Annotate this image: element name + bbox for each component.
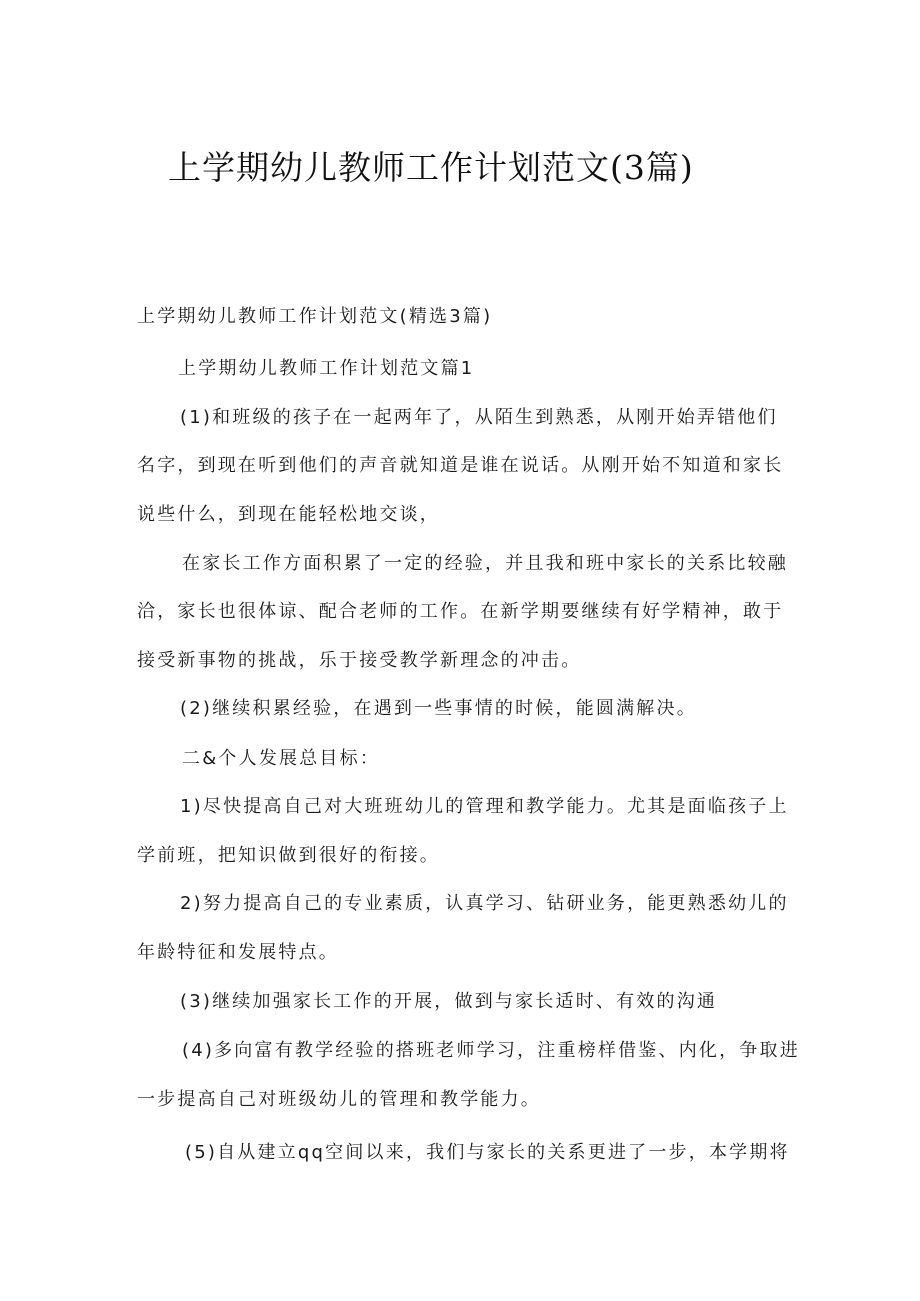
paragraph-line: 学前班，把知识做到很好的衔接。 — [137, 845, 440, 866]
paragraph-line: 一步提高自己对班级幼儿的管理和教学能力。 — [137, 1089, 541, 1110]
document-title: 上学期幼儿教师工作计划范文(3篇) — [168, 148, 694, 187]
paragraph-line: 名字，到现在听到他们的声音就知道是谁在说话。从刚开始不知道和家长 — [137, 455, 784, 476]
document-subtitle: 上学期幼儿教师工作计划范文(精选3篇) — [137, 306, 493, 327]
paragraph-line: 二&个人发展总目标： — [182, 748, 381, 769]
paragraph-line: 说些什么，到现在能轻松地交谈， — [137, 504, 440, 525]
paragraph-line: 洽，家长也很体谅、配合老师的工作。在新学期要继续有好学精神，敢于 — [137, 601, 784, 622]
paragraph-line: (5)自从建立qq空间以来，我们与家长的关系更进了一步，本学期将 — [185, 1142, 790, 1163]
paragraph-line: 2)努力提高自己的专业素质，认真学习、钻研业务，能更熟悉幼儿的 — [180, 893, 789, 914]
paragraph-line: 接受新事物的挑战，乐于接受教学新理念的冲击。 — [137, 650, 582, 671]
paragraph-line: (2)继续积累经验，在遇到一些事情的时候，能圆满解决。 — [180, 698, 697, 719]
paragraph-line: (3)继续加强家长工作的开展，做到与家长适时、有效的沟通 — [180, 991, 718, 1012]
paragraph-line: (1)和班级的孩子在一起两年了，从陌生到熟悉，从刚开始弄错他们 — [180, 407, 778, 428]
paragraph-line: 在家长工作方面积累了一定的经验，并且我和班中家长的关系比较融 — [182, 553, 788, 574]
paragraph-line: 1)尽快提高自己对大班班幼儿的管理和教学能力。尤其是面临孩子上 — [180, 796, 789, 817]
section-heading: 上学期幼儿教师工作计划范文篇1 — [178, 358, 475, 379]
paragraph-line: (4)多向富有教学经验的搭班老师学习，注重榜样借鉴、内化，争取进 — [182, 1040, 800, 1061]
paragraph-line: 年龄特征和发展特点。 — [137, 942, 339, 963]
